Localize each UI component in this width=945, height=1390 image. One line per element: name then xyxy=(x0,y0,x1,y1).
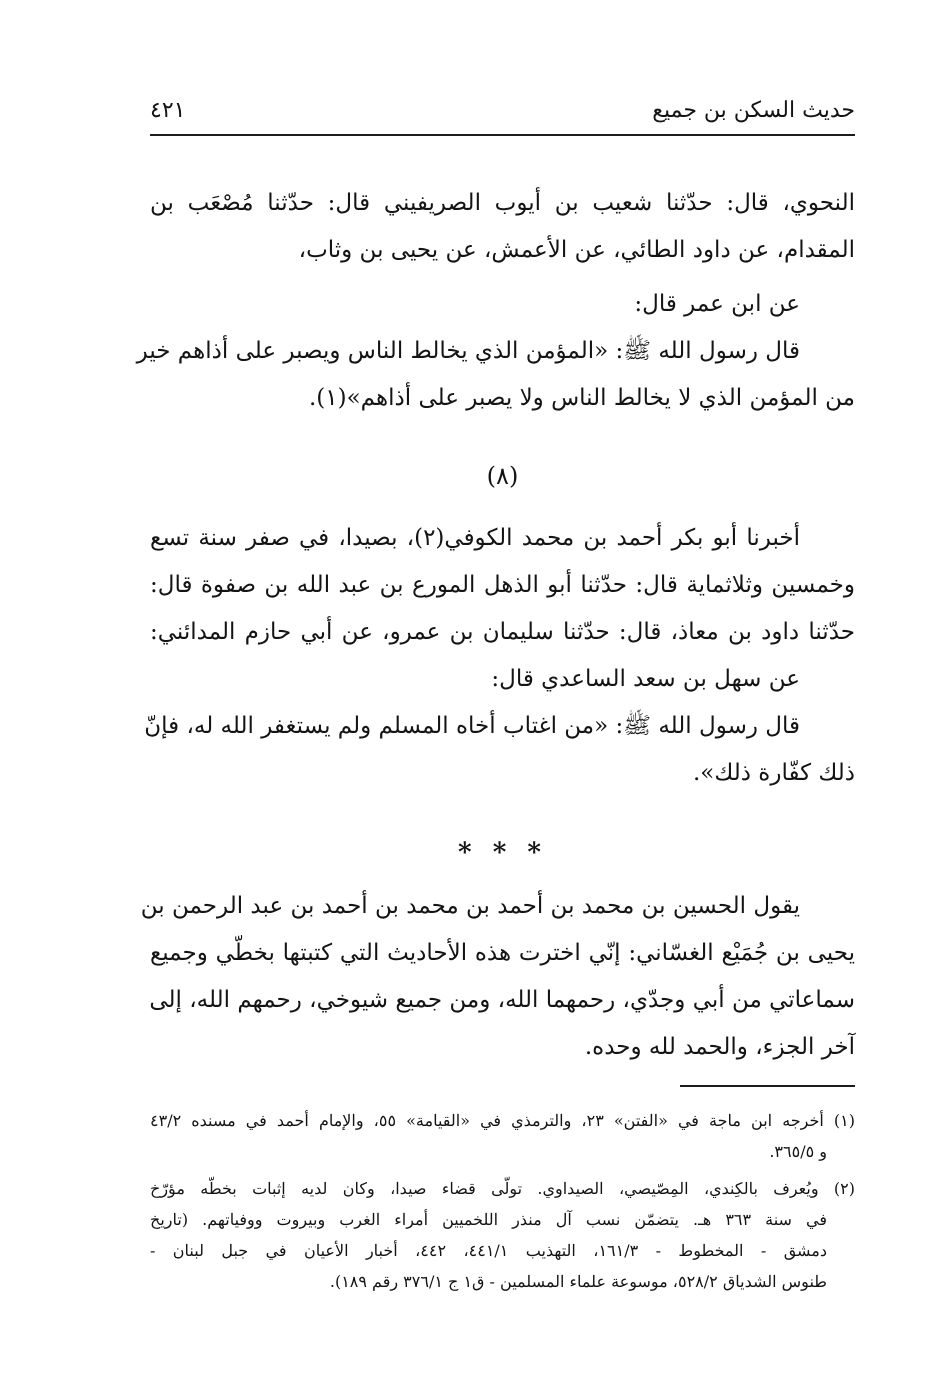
text-line: عن ابن عمر قال: xyxy=(634,291,800,317)
footnote-line: دمشق - المخطوط - ١٦١/٣، التهذيب ٤٤١/١، ٤٤٢، أخبار الأعيان في جبل لبنان - xyxy=(150,1241,828,1260)
running-header xyxy=(150,98,855,134)
hadith-block-1 xyxy=(150,180,855,274)
text-line: سماعاتي من أبي وجدّي، رحمهما الله، ومن جميع شيوخي، رحمهم الله، إلى xyxy=(149,987,855,1013)
footnote-1 xyxy=(150,1105,855,1167)
text-line: المقدام، عن داود الطائي، عن الأعمش، عن يحيى بن وثاب، xyxy=(298,237,855,263)
text-line: من المؤمن الذي لا يخالط الناس ولا يصبر على أذاهم»(١). xyxy=(308,385,855,411)
text-line: قال رسول الله ﷺ: «المؤمن الذي يخالط الناس ويصبر على أذاهم خير xyxy=(136,338,800,364)
footnote-2 xyxy=(150,1173,855,1297)
footnote-line: في سنة ٣٦٣ هـ. يتضمّن نسب آل منذر اللخميين أمراء الغرب وبيروت ووفياتهم. (تاريخ xyxy=(150,1210,828,1229)
text-line: آخر الجزء، والحمد لله وحده. xyxy=(584,1034,855,1060)
hadith-block-1-matn xyxy=(136,281,855,422)
text-line: وخمسين وثلاثماية قال: حدّثنا أبو الذهل المورع بن عبد الله بن صفوة قال: xyxy=(150,572,855,598)
text-line: ذلك كفّارة ذلك». xyxy=(692,760,855,786)
text-line: عن سهل بن سعد الساعدي قال: xyxy=(491,666,800,692)
page-number: ٤٢١ xyxy=(150,98,186,123)
text-line: حدّثنا داود بن معاذ، قال: حدّثنا سليمان بن عمرو، عن أبي حازم المدائني: xyxy=(150,619,855,645)
footnote-rule xyxy=(680,1085,855,1087)
header-rule xyxy=(150,134,855,136)
text-line: أخبرنا أبو بكر أحمد بن محمد الكوفي(٢)، بصيدا، في صفر سنة تسع xyxy=(150,525,800,551)
text-line: قال رسول الله ﷺ: «من اغتاب أخاه المسلم ولم يستغفر الله له، فإنّ xyxy=(144,713,800,739)
header-title: حديث السكن بن جميع xyxy=(652,98,855,123)
footnote-line: (٢) ويُعرف بالكِندي، المِصّيصي، الصيداوي. تولّى قضاء صيدا، وكان لديه إثبات بخطّه مؤرّخ xyxy=(150,1179,855,1198)
footnote-line: و ٣٦٥/٥. xyxy=(769,1142,827,1161)
section-separator: * * * xyxy=(458,838,547,868)
footnote-line: طنوس الشدياق ٥٢٨/٢، موسوعة علماء المسلمين - ق١ ج ٣٧٦/١ رقم ١٨٩). xyxy=(329,1272,827,1291)
text-line: يقول الحسين بن محمد بن أحمد بن محمد بن أحمد بن عبد الرحمن بن xyxy=(140,893,800,919)
hadith-block-2 xyxy=(150,515,855,656)
text-line: النحوي، قال: حدّثنا شعيب بن أيوب الصريفيني قال: حدّثنا مُصْعَب بن xyxy=(150,190,855,216)
footnote-line: (١) أخرجه ابن ماجة في «الفتن» ٢٣، والترمذي في «القيامة» ٥٥، والإمام أحمد في مسنده ٤٣/٢ xyxy=(150,1111,856,1130)
hadith-block-2-matn xyxy=(144,656,855,797)
text-line: يحيى بن جُمَيْع الغسّاني: إنّي اخترت هذه الأحاديث التي كتبتها بخطّي وجميع xyxy=(150,940,855,966)
closing-paragraph xyxy=(140,883,855,1071)
hadith-number: (٨) xyxy=(486,462,519,490)
